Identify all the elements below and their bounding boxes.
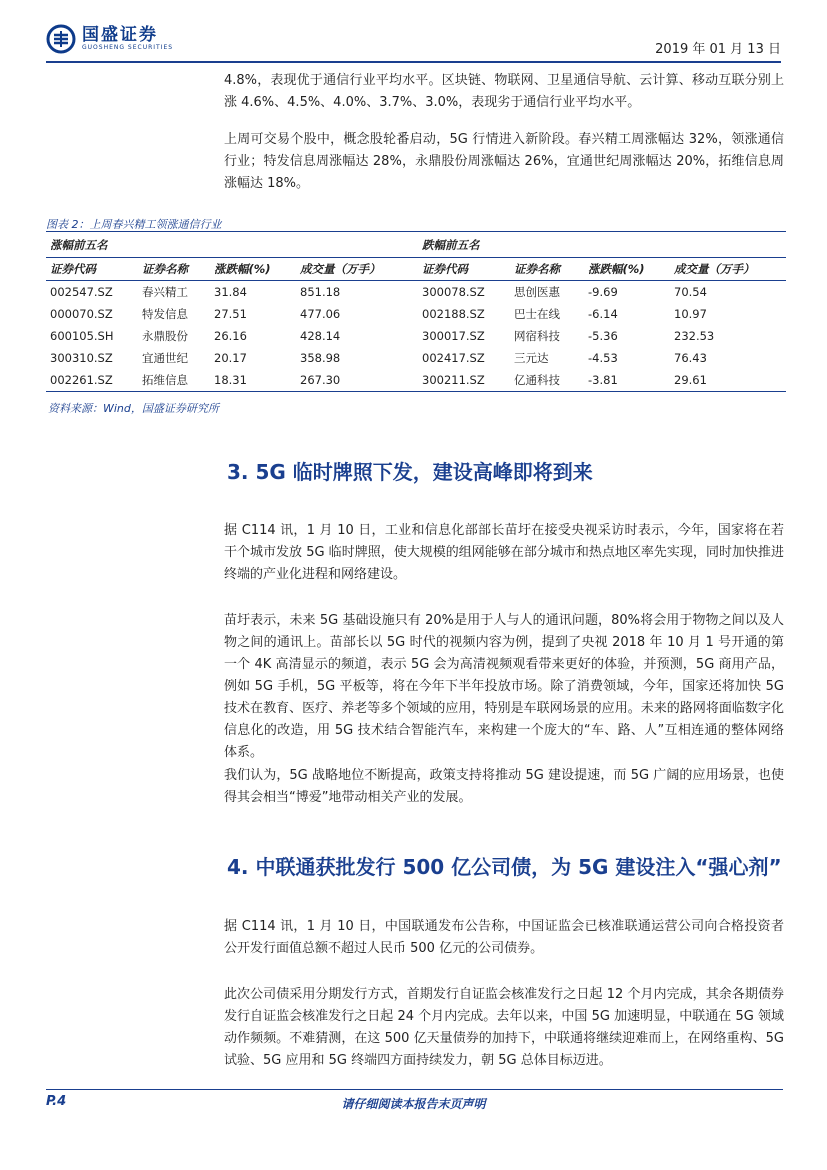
paragraph-unicom-bond: 据 C114 讯，1 月 10 日，中国联通发布公告称，中国证监会已核准联通运营公司向合格投资者公开发行面值总额不超过人民币 500 亿元的公司债券。 bbox=[224, 919, 784, 956]
logo-name-en: GUOSHENG SECURITIES bbox=[82, 44, 174, 51]
table-cell: 002417.SZ bbox=[422, 351, 485, 365]
header-divider bbox=[46, 61, 781, 63]
column-header: 涨跌幅(%) bbox=[584, 258, 670, 281]
table-cell: 851.18 bbox=[300, 285, 341, 299]
group-label-gainers: 涨幅前五名 bbox=[50, 238, 108, 252]
table-cell: 000070.SZ bbox=[50, 307, 113, 321]
table-cell: 拓维信息 bbox=[138, 369, 210, 392]
table-cell: -9.69 bbox=[588, 285, 618, 299]
column-header: 证券代码 bbox=[418, 258, 510, 281]
table-cell: 477.06 bbox=[300, 307, 341, 321]
table-row bbox=[46, 325, 786, 347]
table-cell: 29.61 bbox=[670, 369, 786, 392]
figure-source: 资料来源：Wind，国盛证券研究所 bbox=[48, 402, 219, 415]
table-row bbox=[46, 281, 786, 304]
table-cell: 232.53 bbox=[674, 329, 715, 343]
table-cell: 思创医惠 bbox=[514, 285, 560, 299]
table-row bbox=[46, 347, 786, 369]
paragraph-5g-license: 据 C114 讯，1 月 10 日，工业和信息化部部长苗圩在接受央视采访时表示，今年，国家将在若干个城市发放 5G 临时牌照，使大规模的组网能够在部分城市和热点地区率先实现，同时加快推进终端的产业化进程和网络建设。 bbox=[224, 523, 784, 582]
table-group-header bbox=[46, 233, 786, 258]
table-cell: 10.97 bbox=[674, 307, 707, 321]
column-header: 证券代码 bbox=[46, 258, 138, 281]
section-heading-3: 3. 5G 临时牌照下发，建设高峰即将到来 bbox=[227, 460, 593, 484]
table-cell: 70.54 bbox=[674, 285, 707, 299]
table-cell: 20.17 bbox=[214, 351, 247, 365]
stock-performance-table bbox=[46, 233, 786, 392]
table-cell: 300017.SZ bbox=[422, 329, 485, 343]
report-date: 2019 年 01 月 13 日 bbox=[655, 42, 781, 57]
column-header: 涨跌幅(%) bbox=[210, 258, 296, 281]
table-row bbox=[46, 369, 786, 392]
column-header: 成交量（万手） bbox=[296, 258, 418, 281]
table-cell: 26.16 bbox=[214, 329, 247, 343]
paragraph-5g-applications: 苗圩表示，未来 5G 基础设施只有 20%是用于人与人的通讯问题，80%将会用于物物之间以及人物之间的通讯上。苗部长以 5G 时代的视频内容为例，提到了央视 2018 年 10 月 1 号开通的第一个 4K 高清显示的频道，表示 5G 会为高清视频观看带来更好的体验，并预测，5G 商用产品，例如 5G 手机，5G 平板等，将在今年下半年投放市场。除了消费领域，今年，国家还将加快 5G 技术在教育、医疗、养老等多个领域的应用，特别是车联网场景的应用。未来的路网将面临数字化信息化的改造，用 5G 技术结合智能汽车，来构建一个庞大的“车、路、人”互相连通的整体网络体系。 bbox=[224, 613, 784, 760]
paragraph-industry-performance: 4.8%，表现优于通信行业平均水平。区块链、物联网、卫星通信导航、云计算、移动互联分别上涨 4.6%、4.5%、4.0%、3.7%、3.0%，表现劣于通信行业平均水平。 bbox=[224, 73, 784, 110]
paragraph-top-gainers: 上周可交易个股中，概念股轮番启动，5G 行情进入新阶段。春兴精工周涨幅达 32%，领涨通信行业；特发信息周涨幅达 28%，永鼎股份周涨幅达 26%，宜通世纪周涨幅达 20%，拓维信息周涨幅达 18%。 bbox=[224, 132, 784, 191]
column-header: 证券名称 bbox=[510, 258, 584, 281]
logo-name-cn: 国盛证券 bbox=[82, 25, 158, 45]
table-cell: 300211.SZ bbox=[418, 369, 510, 392]
table-cell: 002188.SZ bbox=[422, 307, 485, 321]
table-cell: -6.14 bbox=[588, 307, 618, 321]
column-header: 证券名称 bbox=[138, 258, 210, 281]
table-cell: -4.53 bbox=[588, 351, 618, 365]
table-cell: 428.14 bbox=[300, 329, 341, 343]
table-cell: 亿通科技 bbox=[510, 369, 584, 392]
table-cell: -3.81 bbox=[584, 369, 670, 392]
table-cell: 31.84 bbox=[214, 285, 247, 299]
paragraph-our-view: 我们认为，5G 战略地位不断提高，政策支持将推动 5G 建设提速，而 5G 广阔的应用场景，也使得其会相当“博爱”地带动相关产业的发展。 bbox=[224, 768, 784, 805]
table-cell: 002547.SZ bbox=[50, 285, 113, 299]
table-cell: 春兴精工 bbox=[142, 285, 188, 299]
table-cell: 27.51 bbox=[214, 307, 247, 321]
section-heading-4: 4. 中联通获批发行 500 亿公司债，为 5G 建设注入“强心剂” bbox=[227, 855, 782, 879]
table-cell: 300310.SZ bbox=[50, 351, 113, 365]
table-cell: 600105.SH bbox=[50, 329, 114, 343]
table-cell: 18.31 bbox=[210, 369, 296, 392]
footer-disclaimer: 请仔细阅读本报告末页声明 bbox=[341, 1097, 486, 1111]
logo-icon bbox=[46, 24, 76, 54]
group-label-losers: 跌幅前五名 bbox=[422, 238, 480, 252]
page-number: P.4 bbox=[46, 1094, 67, 1109]
table-cell: -5.36 bbox=[588, 329, 618, 343]
table-cell: 三元达 bbox=[514, 351, 549, 365]
page-header bbox=[46, 22, 781, 62]
figure-divider bbox=[46, 231, 786, 232]
table-cell: 网宿科技 bbox=[514, 329, 560, 343]
paragraph-bond-issuance: 此次公司债采用分期发行方式，首期发行自证监会核准发行之日起 12 个月内完成，其余各期债券发行自证监会核准发行之日起 24 个月内完成。去年以来，中国 5G 加速明显，中联通在 5G 领域动作频频。不难猜测，在这 500 亿天量债券的加持下，中联通将继续迎难而上，在网络重构、5G 试验、5G 应用和 5G 终端四方面持续发力，朝 5G 总体目标迈进。 bbox=[224, 987, 784, 1068]
table-cell: 267.30 bbox=[296, 369, 418, 392]
company-logo bbox=[46, 24, 173, 54]
figure-title: 图表 2：上周春兴精工领涨通信行业 bbox=[46, 218, 222, 231]
column-header: 成交量（万手） bbox=[670, 258, 786, 281]
table-column-header bbox=[46, 258, 786, 281]
table-cell: 358.98 bbox=[300, 351, 341, 365]
footer-divider bbox=[46, 1089, 783, 1090]
table-cell: 特发信息 bbox=[142, 307, 188, 321]
table-cell: 300078.SZ bbox=[422, 285, 485, 299]
table-cell: 巴士在线 bbox=[514, 307, 560, 321]
table-cell: 宜通世纪 bbox=[142, 351, 188, 365]
table-cell: 永鼎股份 bbox=[142, 329, 188, 343]
table-cell: 002261.SZ bbox=[46, 369, 138, 392]
table-cell: 76.43 bbox=[674, 351, 707, 365]
table-row bbox=[46, 303, 786, 325]
